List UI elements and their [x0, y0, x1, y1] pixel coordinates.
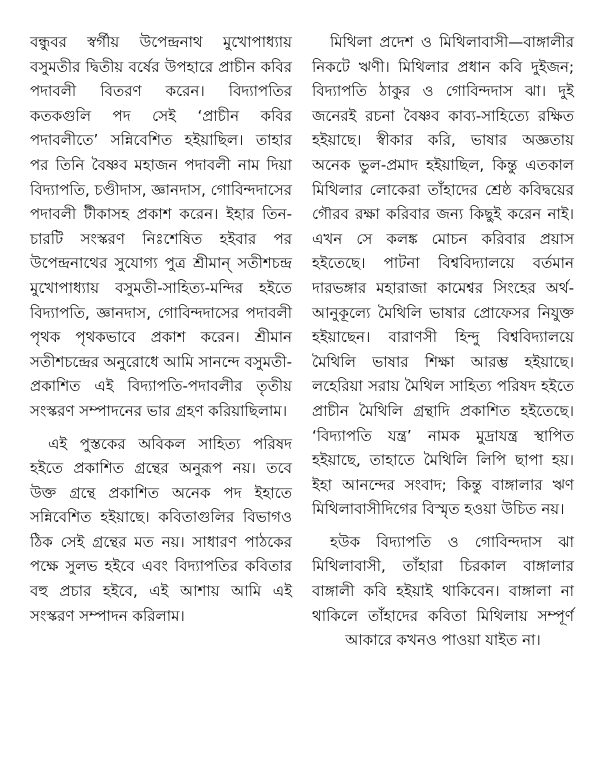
- paragraph-edition-note: এই পুস্তকের অবিকল সাহিত্য পরিষদ হইতে প্রকাশিত গ্রন্থের অনুরূপ নয়। তবে উক্ত গ্রন্থে প্রকাশিত অনেক পদ ইহাতে সন্নিবেশিত হইয়াছে। কবিতাগুলির বিভাগও ঠিক সেই গ্রন্থের মত নয়। সাধারণ পাঠকের পক্ষে সুলভ হইবে এবং বিদ্যাপতির কবিতার বহু প্রচার হইবে, এই আশায় আমি এই সংস্করণ সম্পাদন করিলাম।: [30, 434, 292, 625]
- right-column: [312, 30, 574, 653]
- paragraph-bengali-poets: হউক বিদ্যাপতি ও গোবিন্দদাস ঝা মিথিলাবাসী, তাঁহারা চিরকাল বাঙ্গালার বাঙ্গালী কবি হইয়াই থাকিবেন। বাঙ্গালা না থাকিলে তাঁহাদের কবিতা মিথিলায় সম্পূর্ণ আকারে কখনও পাওয়া যাইত না।: [312, 532, 574, 650]
- left-column: [30, 30, 292, 628]
- paragraph-mithila-debt: মিথিলা প্রদেশ ও মিথিলাবাসী—বাঙ্গালীর নিকটে ঋণী। মিথিলার প্রধান কবি দুইজন; বিদ্যাপতি ঠাকুর ও গোবিন্দদাস ঝা। দুই জনেরই রচনা বৈষ্ণব কাব্য-সাহিত্যে রক্ষিত হইয়াছে। স্বীকার করি, ভাষার অজ্ঞতায় অনেক ভুল-প্রমাদ হইয়াছিল, কিন্তু এতকাল মিথিলার লোকেরা তাঁহাদের শ্রেষ্ঠ কবিদ্বয়ের গৌরব রক্ষা করিবার জন্য কিছুই করেন নাই। এখন সে কলঙ্ক মোচন করিবার প্রয়াস হইতেছে। পাটনা বিশ্ববিদ্যালয়ে বর্তমান দারভঙ্গার মহারাজা কামেশ্বর সিংহের অর্থ-আনুকূল্যে মৈথিলি ভাষার প্রোফেসর নিযুক্ত হইয়াছেন। বারাণসী হিন্দু বিশ্ববিদ্যালয়ে মৈথিলি ভাষার শিক্ষা আরম্ভ হইয়াছে। লহেরিয়া সরায় মৈথিল সাহিত্য পরিষদ হইতে প্রাচীন মৈথিলি গ্রন্থাদি প্রকাশিত হইতেছে। ‘বিদ্যাপতি যন্ত্র’ নামক মুদ্রাযন্ত্র স্থাপিত হইয়াছে, তাহাতে মৈথিলি লিপি ছাপা হয়। ইহা আনন্দের সংবাদ; কিন্তু বাঙ্গালার ঋণ মিথিলাবাসীদিগের বিস্মৃত হওয়া উচিত নয়।: [312, 33, 574, 519]
- paragraph-preface-history: বন্ধুবর স্বর্গীয় উপেন্দ্রনাথ মুখোপাধ্যায় বসুমতীর দ্বিতীয় বর্ষের উপহারে প্রাচীন কবির পদাবলী বিতরণ করেন। বিদ্যাপতির কতকগুলি পদ সেই ‘প্রাচীন কবির পদাবলীতে’ সন্নিবেশিত হইয়াছিল। তাহার পর তিনি বৈষ্ণব মহাজন পদাবলী নাম দিয়া বিদ্যাপতি, চণ্ডীদাস, জ্ঞানদাস, গোবিন্দদাসের পদাবলী টীকাসহ প্রকাশ করেন। ইহার তিন-চারটি সংস্করণ নিঃশেষিত হইবার পর উপেন্দ্রনাথের সুযোগ্য পুত্র শ্রীমান্ সতীশচন্দ্র মুখোপাধ্যায় বসুমতী-সাহিত্য-মন্দির হইতে বিদ্যাপতি, জ্ঞানদাস, গোবিন্দদাসের পদাবলী পৃথক পৃথকভাবে প্রকাশ করেন। শ্রীমান সতীশচন্দ্রের অনুরোধে আমি সানন্দে বসুমতী-প্রকাশিত এই বিদ্যাপতি-পদাবলীর তৃতীয় সংস্করণ সম্পাদনের ভার গ্রহণ করিয়াছিলাম।: [30, 33, 292, 420]
